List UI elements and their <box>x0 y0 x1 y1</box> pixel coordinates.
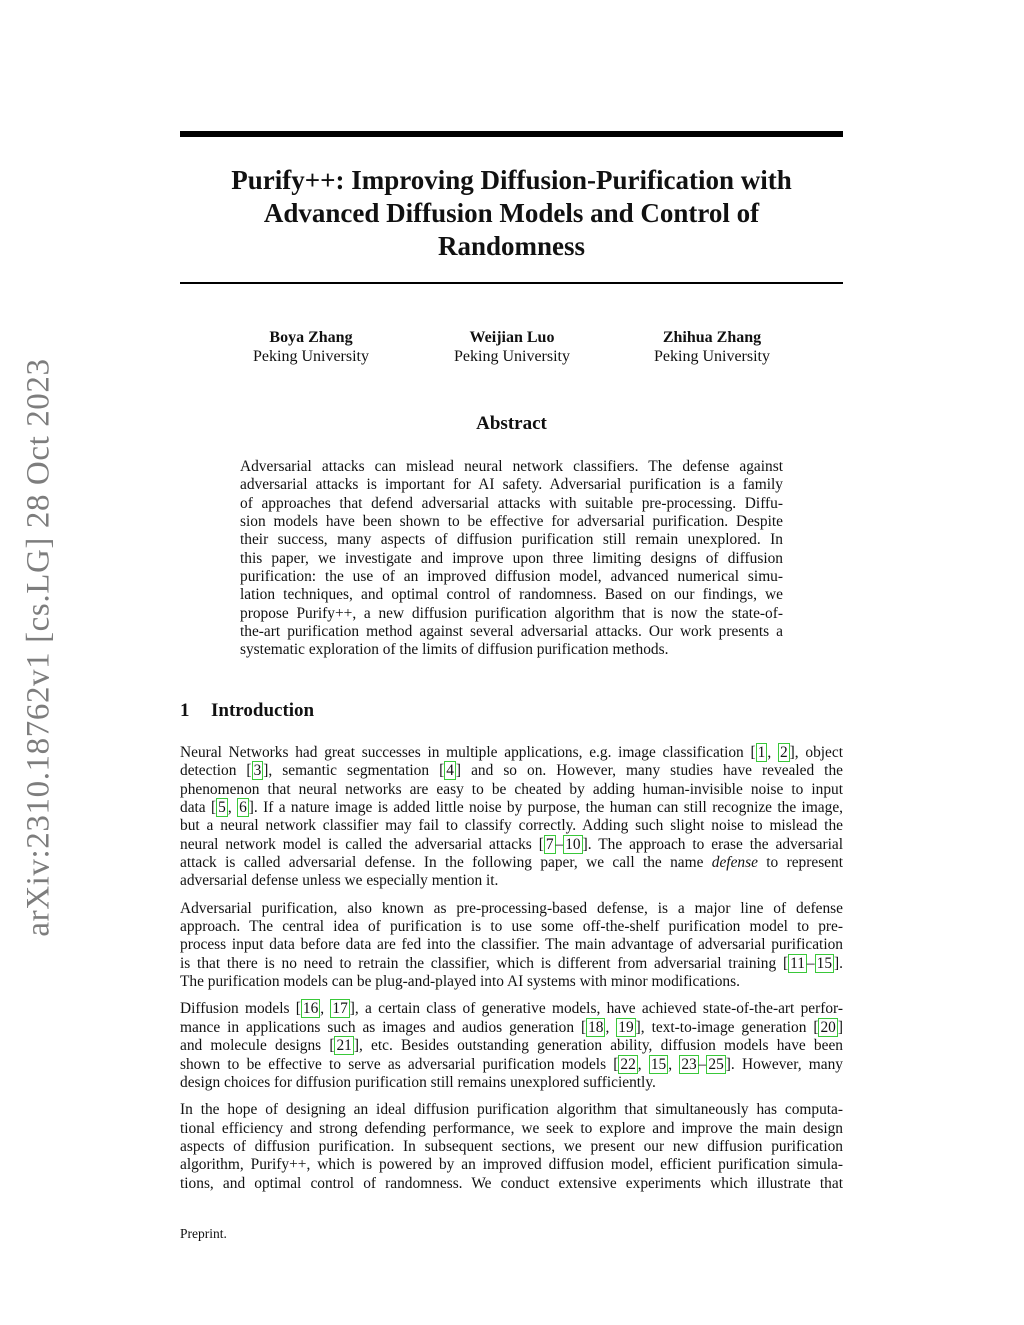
text-segment: ], text-to-image generation [ <box>635 1018 819 1036</box>
paper-title <box>180 164 843 263</box>
paragraph <box>180 900 843 992</box>
author-3 <box>612 328 812 366</box>
citation-link[interactable]: 2 <box>779 744 788 761</box>
text-segment: ] <box>837 1018 843 1036</box>
citation-link[interactable]: 5 <box>218 799 226 817</box>
text-segment: to represent <box>757 854 843 872</box>
author-affiliation: Peking University <box>253 348 369 365</box>
text-segment: neural network model is called the adversarial attacks [ <box>180 835 544 853</box>
abstract-line: adversarial attacks is important for AI safety. Adversarial purification is a family <box>240 476 783 494</box>
citation-link[interactable]: 6 <box>239 799 247 817</box>
citation-link[interactable]: 10 <box>565 835 581 853</box>
abstract-heading: Abstract <box>476 413 547 434</box>
text-segment: ]. <box>834 954 843 972</box>
author-affiliation: Peking University <box>654 348 770 365</box>
citation-link[interactable]: 16 <box>302 1000 319 1018</box>
text-line <box>180 1101 843 1119</box>
text-segment: attack is called adversarial defense. In the following paper, we call the name <box>180 854 712 872</box>
text-segment: phenomenon that neural networks are easy to be cheated by adding human-invisible noise to input <box>180 780 843 798</box>
author-name: Zhihua Zhang <box>662 329 762 346</box>
citation-link[interactable]: 4 <box>446 762 454 780</box>
abstract-line: of approaches that defend adversarial attacks with suitable pre-processing. Diffu- <box>240 494 783 512</box>
text-line <box>180 900 843 918</box>
abstract-line: this paper, we investigate and improve upon three limiting designs of diffusion <box>240 549 783 567</box>
citation-link[interactable]: 25 <box>708 1055 724 1073</box>
arxiv-id-text: arXiv:2310.18762v1 [cs.LG] 28 Oct 2023 <box>20 357 57 937</box>
citation-link[interactable]: 20 <box>820 1018 836 1036</box>
text-line <box>180 854 843 872</box>
text-segment: adversarial defense unless we especially mention it. <box>180 872 499 890</box>
text-line <box>180 872 843 890</box>
section-number: 1 <box>180 700 190 721</box>
citation-link[interactable]: 3 <box>253 762 262 780</box>
text-segment: Neural Networks had great successes in multiple applications, e.g. image classification [ <box>180 744 756 761</box>
text-line <box>180 1037 843 1055</box>
citation-link[interactable]: 22 <box>620 1055 636 1073</box>
text-line <box>180 1175 843 1193</box>
citation-link[interactable]: 19 <box>618 1018 634 1036</box>
title-line: Advanced Diffusion Models and Control of <box>263 198 760 228</box>
text-segment: design choices for diffusion purification still remains unexplored sufficiently. <box>180 1073 656 1091</box>
title-bottom-rule <box>180 282 843 284</box>
text-line <box>180 781 843 799</box>
citation-link[interactable]: 18 <box>588 1018 604 1036</box>
abstract-line: Adversarial attacks can mislead neural network classifiers. The defense against <box>240 458 783 475</box>
text-segment: ]. The approach to erase the adversarial <box>582 835 844 853</box>
text-line <box>180 1156 843 1174</box>
abstract-line: sion models have been shown to be effective for adversarial purification. Despite <box>240 513 783 531</box>
text-line <box>180 936 843 954</box>
text-segment: process input data before data are fed into the classifier. The main advantage of adversarial purification <box>180 936 843 954</box>
citation-link[interactable]: 23 <box>681 1055 697 1073</box>
citation-link[interactable]: 1 <box>757 744 766 761</box>
title-line: Purify++: Improving Diffusion-Purification with <box>231 165 792 195</box>
text-segment: mance in applications such as images and audios generation [ <box>180 1018 587 1036</box>
paragraph <box>180 1101 843 1193</box>
text-segment: algorithm, Purify++, which is powered by an improved diffusion model, efficient purification simula- <box>180 1156 843 1174</box>
text-segment: aspects of diffusion purification. In subsequent sections, we present our new diffusion purification <box>180 1137 843 1155</box>
author-affiliation: Peking University <box>454 348 570 365</box>
author-1 <box>211 328 411 366</box>
text-segment: Diffusion models [ <box>180 1000 301 1018</box>
text-line <box>180 1000 843 1018</box>
text-segment: ], etc. Besides outstanding generation ability, diffusion models have been <box>353 1037 843 1055</box>
text-segment: Adversarial purification, also known as pre-processing-based defense, is a major line of defense <box>180 899 843 917</box>
text-line <box>180 955 843 973</box>
text-segment: approach. The central idea of purification is to use some off-the-shelf purification model to pre- <box>180 918 843 936</box>
text-line <box>180 1074 843 1092</box>
text-line <box>180 973 843 991</box>
text-line <box>180 1138 843 1156</box>
text-line <box>180 762 843 780</box>
text-line <box>180 1019 843 1037</box>
text-line <box>180 1056 843 1074</box>
section-heading-introduction <box>180 700 314 722</box>
text-segment: shown to be effective to serve as adversarial purification models [ <box>180 1055 619 1073</box>
text-segment: , <box>227 799 238 817</box>
citation-link[interactable]: 15 <box>650 1055 667 1073</box>
text-segment: – <box>806 954 815 972</box>
abstract-line: propose Purify++, a new diffusion purification algorithm that is now the state-of- <box>240 604 783 622</box>
text-segment: tions, and optimal control of randomness. We conduct extensive experiments which illustrate that <box>180 1174 843 1192</box>
footer-note: Preprint. <box>180 1226 227 1241</box>
abstract-line: purification: the use of an improved diffusion model, advanced numerical simu- <box>240 568 783 586</box>
text-segment: The purification models can be plug-and-played into AI systems with minor modifications. <box>180 973 740 991</box>
text-line <box>180 817 843 835</box>
citation-link[interactable]: 21 <box>336 1037 352 1055</box>
author-name: Boya Zhang <box>269 329 353 346</box>
text-segment: but a neural network classifier may fail to classify correctly. Adding such slight noise to mislead the <box>180 817 843 835</box>
text-segment: ], semantic segmentation [ <box>263 762 445 780</box>
introduction-body <box>180 744 843 1202</box>
text-segment: ] and so on. However, many studies have revealed the <box>455 762 843 780</box>
text-segment: ], a certain class of generative models, have achieved state-of-the-art perfor- <box>349 1000 844 1018</box>
text-line <box>180 744 843 762</box>
text-segment: , <box>637 1055 649 1073</box>
text-segment: data [ <box>180 799 217 817</box>
text-line <box>180 836 843 854</box>
citation-link[interactable]: 15 <box>816 954 833 972</box>
text-segment: tional efficiency and strong defending performance, we seek to explore and improve the main design <box>180 1119 843 1137</box>
author-2 <box>412 328 612 366</box>
abstract-line: the-art purification method against several adversarial attacks. Our work presents a <box>240 623 783 641</box>
text-line <box>180 799 843 817</box>
citation-link[interactable]: 17 <box>332 1000 348 1018</box>
text-segment: , <box>767 744 778 761</box>
text-segment: ]. If a nature image is added little noise by purpose, the human can still recognize the image, <box>248 799 843 817</box>
citation-link[interactable]: 11 <box>790 954 805 972</box>
text-segment: and molecule designs [ <box>180 1037 335 1055</box>
text-segment: , <box>668 1055 680 1073</box>
text-segment: In the hope of designing an ideal diffusion purification algorithm that simultaneously has computa- <box>180 1101 843 1119</box>
text-segment: , <box>320 1000 331 1018</box>
emphasis-text: defense <box>711 854 758 872</box>
text-line <box>180 1120 843 1138</box>
section-title: Introduction <box>211 700 315 721</box>
text-line <box>180 918 843 936</box>
paragraph <box>180 744 843 891</box>
title-top-rule <box>180 131 843 137</box>
title-line: Randomness <box>437 231 586 261</box>
text-segment: – <box>555 835 564 853</box>
citation-link[interactable]: 7 <box>545 835 554 853</box>
author-name: Weijian Luo <box>469 329 555 346</box>
text-segment: ]. However, many <box>725 1055 844 1073</box>
text-segment: , <box>605 1018 617 1036</box>
text-segment: – <box>698 1055 707 1073</box>
abstract-line: systematic exploration of the limits of diffusion purification methods. <box>240 641 669 659</box>
paragraph <box>180 1000 843 1092</box>
arxiv-identifier-stamp <box>8 352 70 942</box>
text-segment: is that there is no need to retrain the classifier, which is different from adversarial training [ <box>180 954 789 972</box>
text-segment: ], object <box>789 744 843 761</box>
text-segment: detection [ <box>180 762 252 780</box>
abstract-line: their success, many aspects of diffusion purification still remain unexplored. In <box>240 531 783 549</box>
abstract-body <box>240 458 783 660</box>
abstract-line: lation techniques, and optimal control of randomness. Based on our findings, we <box>240 586 783 604</box>
